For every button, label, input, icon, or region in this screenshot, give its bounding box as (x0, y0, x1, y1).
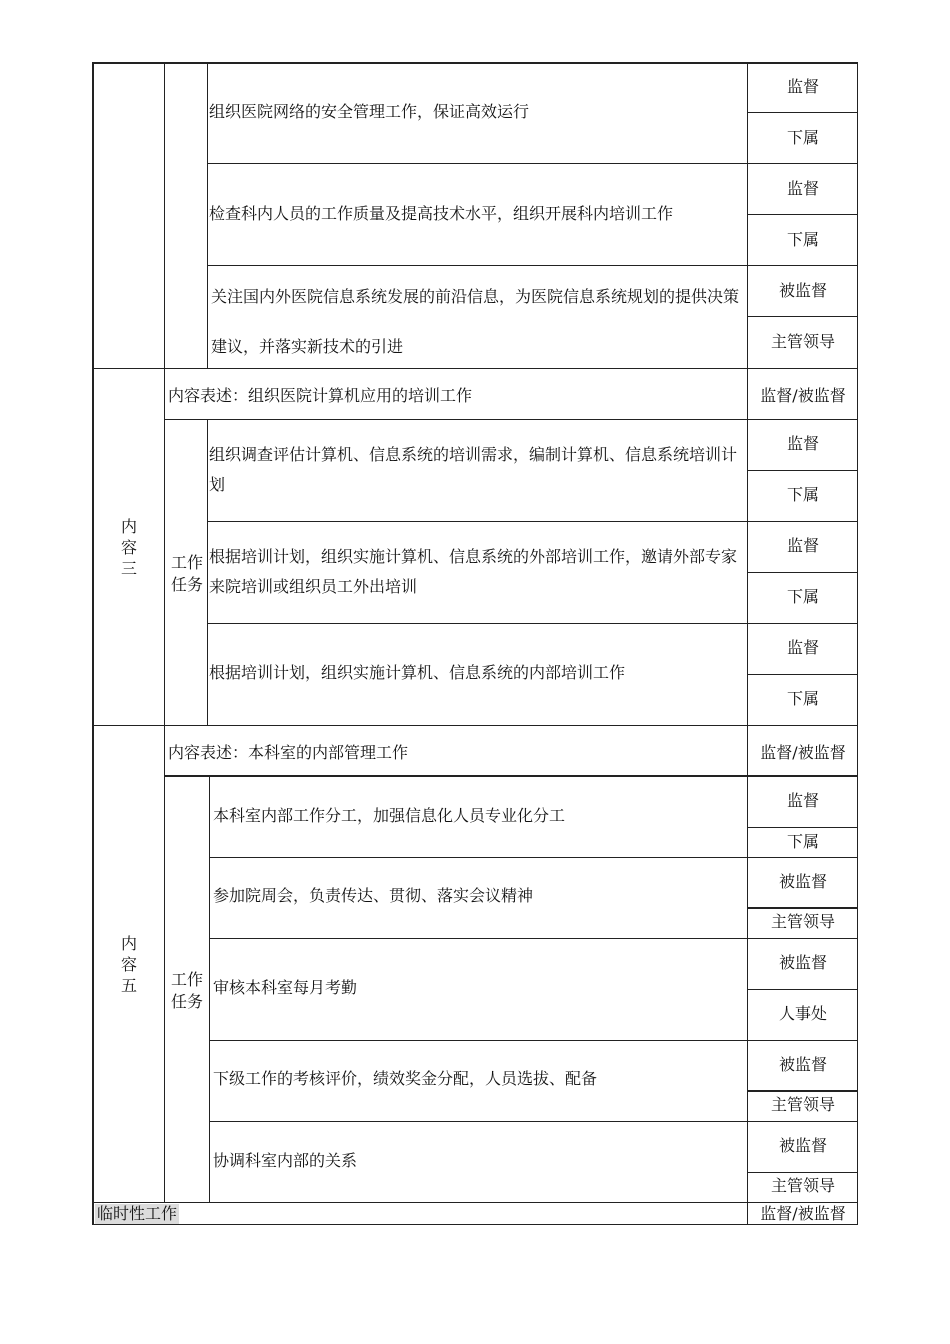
row-line (747, 989, 857, 990)
task-text: 根据培训计划，组织实施计算机、信息系统的内部培训工作 (209, 663, 626, 682)
task-column-divider-s5 (209, 776, 210, 1203)
role-label: 主管领导 (770, 332, 835, 351)
role-label: 监督 (786, 434, 819, 453)
role-label: 被监督 (778, 953, 827, 972)
table-top-border (92, 62, 858, 64)
row-line (747, 316, 857, 317)
role-label: 下属 (786, 230, 819, 249)
row-line (209, 857, 857, 858)
task-text: 组织医院网络的安全管理工作，保证高效运行 (209, 102, 530, 121)
task-text: 本科室内部工作分工，加强信息化人员专业化分工 (213, 806, 566, 825)
role-label: 被监督 (778, 1055, 827, 1074)
row-line (207, 163, 857, 164)
task-column-divider-top (207, 62, 208, 368)
row-line (164, 775, 858, 777)
task-group-label: 工作任务 (170, 553, 203, 594)
section-label: 内容五 (120, 934, 137, 995)
table-bottom-border (92, 1224, 858, 1225)
row-line (747, 572, 857, 573)
task-text: 关注国内外医院信息系统发展的前沿信息，为医院信息系统规划的提供决策建议，并落实新技术的引进 (211, 287, 740, 356)
row-line (207, 521, 857, 522)
task-group-label: 工作任务 (170, 970, 203, 1011)
section-label: 内容三 (120, 517, 137, 578)
section-column-divider (164, 62, 165, 1203)
role-label: 下属 (786, 689, 819, 708)
task-text: 组织调查评估计算机、信息系统的培训需求，编制计算机、信息系统培训计划 (209, 445, 738, 494)
role-label: 下属 (786, 832, 819, 851)
role-label: 监督 (786, 77, 819, 96)
role-label: 监督 (786, 638, 819, 657)
task-column-divider-s3 (207, 419, 208, 725)
description-label: 内容表述： (168, 743, 249, 762)
description-label: 内容表述： (168, 386, 249, 405)
description-role: 监督/被监督 (760, 743, 846, 762)
row-line (92, 725, 858, 726)
task-text: 下级工作的考核评价，绩效奖金分配，人员选拔、配备 (213, 1069, 598, 1088)
row-line (747, 1090, 857, 1092)
role-label: 人事处 (778, 1004, 827, 1023)
role-label: 下属 (786, 485, 819, 504)
role-label: 下属 (786, 128, 819, 147)
role-label: 监督 (786, 179, 819, 198)
row-line (209, 1121, 857, 1122)
task-text: 参加院周会，负责传达、贯彻、落实会议精神 (213, 886, 534, 905)
row-line (747, 674, 857, 675)
description-text: 组织医院计算机应用的培训工作 (248, 386, 473, 405)
row-line (747, 214, 857, 215)
row-line (747, 112, 857, 113)
role-label: 主管领导 (770, 912, 835, 931)
task-text: 检查科内人员的工作质量及提高技术水平，组织开展科内培训工作 (209, 204, 674, 223)
description-text: 本科室的内部管理工作 (248, 743, 409, 762)
row-line (207, 265, 857, 266)
row-line (747, 907, 857, 909)
temporary-work-label: 临时性工作 (97, 1204, 178, 1223)
task-text: 审核本科室每月考勤 (213, 978, 358, 997)
role-label: 主管领导 (770, 1176, 835, 1195)
temporary-work-role: 监督/被监督 (760, 1204, 846, 1223)
task-text: 协调科室内部的关系 (213, 1151, 358, 1170)
row-line (207, 623, 857, 624)
content-description (168, 743, 408, 763)
row-line (164, 419, 858, 420)
task-text: 根据培训计划，组织实施计算机、信息系统的外部培训工作，邀请外部专家来院培训或组织员工外出培训 (209, 547, 738, 596)
row-line (747, 827, 857, 828)
description-role: 监督/被监督 (760, 386, 846, 405)
row-line (747, 1172, 857, 1173)
row-line (747, 470, 857, 471)
role-label: 被监督 (778, 281, 827, 300)
row-line (92, 1202, 858, 1203)
role-label: 主管领导 (770, 1095, 835, 1114)
table-left-border (92, 62, 94, 1225)
role-label: 被监督 (778, 1136, 827, 1155)
content-description (168, 386, 472, 406)
role-label: 下属 (786, 587, 819, 606)
row-line (209, 1040, 857, 1041)
role-label: 监督 (786, 791, 819, 810)
role-label: 被监督 (778, 872, 827, 891)
role-label: 监督 (786, 536, 819, 555)
row-line (209, 938, 857, 939)
